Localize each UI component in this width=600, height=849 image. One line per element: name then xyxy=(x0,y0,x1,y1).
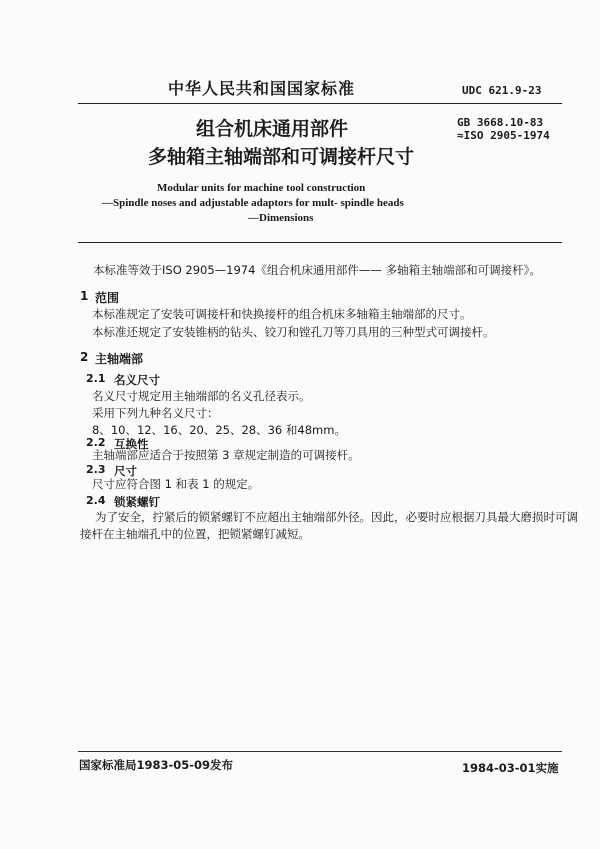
approval-date: 国家标准局1983-05-09发布 xyxy=(79,758,234,772)
subsection-2-1-line-3: 8、10、12、16、20、25、28、36 和48mm。 xyxy=(92,423,346,437)
udc-code: UDC 621.9-23 xyxy=(462,84,542,97)
subsection-2-3-title: 尺寸 xyxy=(114,464,137,478)
footer-rule xyxy=(78,751,562,752)
subsection-2-1-number: 2.1 xyxy=(86,372,106,385)
header-rule xyxy=(78,103,562,104)
title-en-line1: Modular units for machine tool construction xyxy=(157,182,366,194)
subsection-2-1-title: 名义尺寸 xyxy=(114,373,160,387)
subsection-2-1-line-2: 采用下列九种名义尺寸： xyxy=(92,406,219,420)
section-2-number: 2 xyxy=(80,350,89,364)
section-1-title: 范围 xyxy=(95,291,120,305)
subsection-2-3-number: 2.3 xyxy=(86,463,106,476)
subsection-2-3-line-1: 尺寸应符合图 1 和表 1 的规定。 xyxy=(92,477,260,491)
title-rule xyxy=(78,242,562,243)
title-en-line2: —Spindle noses and adjustable adaptors for mult- spindle heads xyxy=(102,197,404,209)
subsection-2-4-number: 2.4 xyxy=(86,494,106,507)
section-1-para-1: 本标准规定了安装可调接杆和快换接杆的组合机床多轴箱主轴端部的尺寸。 xyxy=(92,307,472,321)
subsection-2-4-title: 锁紧螺钉 xyxy=(114,495,160,509)
subsection-2-2-number: 2.2 xyxy=(86,436,106,449)
title-cn-line1: 组合机床通用部件 xyxy=(196,118,349,140)
issuer-title: 中华人民共和国国家标准 xyxy=(168,79,356,98)
subsection-2-4-line-2: 接杆在主轴端孔中的位置，把锁紧螺钉减短。 xyxy=(80,527,310,541)
subsection-2-2-line-1: 主轴端部应适合于按照第 3 章规定制造的可调接杆。 xyxy=(92,448,360,462)
effective-date: 1984-03-01实施 xyxy=(462,761,559,775)
section-1-para-2: 本标准还规定了安装锥柄的钻头、铰刀和镗孔刀等刀具用的三种型式可调接杆。 xyxy=(92,325,495,339)
intro-paragraph: 本标准等效于ISO 2905—1974《组合机床通用部件—— 多轴箱主轴端部和可调接杆》。 xyxy=(93,263,541,277)
subsection-2-2-title: 互换性 xyxy=(114,437,149,451)
title-en-line3: —Dimensions xyxy=(248,212,314,224)
title-cn-line2: 多轴箱主轴端部和可调接杆尺寸 xyxy=(148,146,415,168)
gb-number: GB 3668.10-83 xyxy=(457,116,544,129)
section-2-title: 主轴端部 xyxy=(95,352,144,366)
subsection-2-1-line-1: 名义尺寸规定用主轴端部的名义孔径表示。 xyxy=(92,389,311,403)
iso-reference: ≈ISO 2905-1974 xyxy=(457,129,550,142)
subsection-2-4-line-1: 为了安全，拧紧后的锁紧螺钉不应超出主轴端部外径。因此，必要时应根据刀具最大磨损时可调 xyxy=(95,510,578,524)
section-1-number: 1 xyxy=(80,289,89,303)
